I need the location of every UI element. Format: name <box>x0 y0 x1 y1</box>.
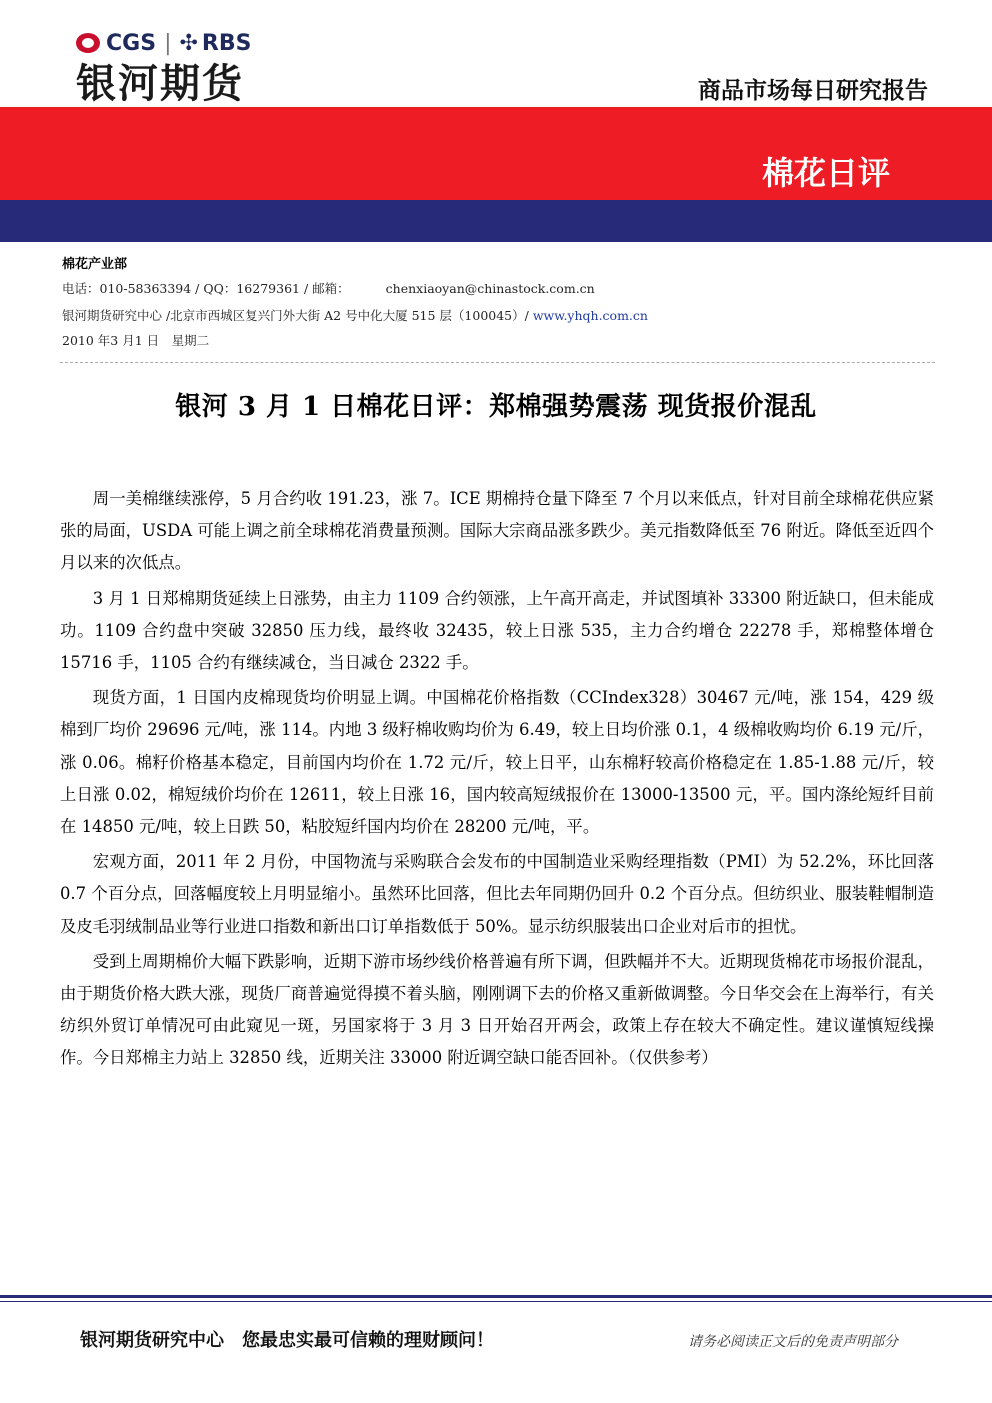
band-title: 棉花日评 <box>761 154 890 192</box>
headline: 银河 3 月 1 日棉花日评：郑棉强势震荡 现货报价混乱 <box>175 392 817 422</box>
email-link[interactable]: chenxiaoyan@chinastock.com.cn <box>385 281 595 296</box>
divider <box>60 362 935 363</box>
company-logo <box>76 28 251 108</box>
address-text: 银河期货研究中心 /北京市西城区复兴门外大街 A2 号中化大厦 515 层（100045）/ <box>62 308 533 323</box>
report-type-title: 商品市场每日研究报告 <box>698 78 928 104</box>
footer-rule-thick <box>0 1295 992 1298</box>
address-line <box>62 306 648 324</box>
paragraph: 3 月 1 日郑棉期货延续上日涨势，由主力 1109 合约领涨，上午高开高走，并试图填补 33300 附近缺口，但未能成功。1109 合约盘中突破 32850 压力线，最终收 32435，较上日涨 535，主力合约增仓 22278 手，郑棉整体增仓 15716 手，1105 合约有继续减仓，当日减仓 2322 手。 <box>60 588 934 673</box>
website-link[interactable]: www.yhqh.com.cn <box>532 308 648 323</box>
cgs-swirl-icon <box>76 33 100 53</box>
paragraph: 周一美棉继续涨停，5 月合约收 191.23，涨 7。ICE 期棉持仓量下降至 7 个月以来低点，针对目前全球棉花供应紧张的局面，USDA 可能上调之前全球棉花消费量预测。国际大宗商品涨多跌少。美元指数降低至 76 附近。降低至近四个月以来的次低点。 <box>60 489 934 573</box>
footer-rule-thin <box>0 1301 992 1302</box>
report-date: 2010 年3 月1 日 星期二 <box>62 333 210 348</box>
logo-chinese-name: 银河期货 <box>76 61 244 107</box>
paragraph: 宏观方面，2011 年 2 月份，中国物流与采购联合会发布的中国制造业采购经理指数（PMI）为 52.2%，环比回落 0.7 个百分点，回落幅度较上月明显缩小。虽然环比回落，但比去年同期仍回升 0.2 个百分点。但纺织业、服装鞋帽制造及皮毛羽绒制品业等行业进口指数和新出口订单指数低于 50%。显示纺织服装出口企业对后市的担忧。 <box>60 852 934 936</box>
paragraph: 现货方面，1 日国内皮棉现货均价明显上调。中国棉花价格指数（CCIndex328）30467 元/吨，涨 154，429 级棉到厂均价 29696 元/吨，涨 114。内地 3 级籽棉收购均价为 6.49，较上日均价涨 0.1，4 级棉收购均价 6.19 元/斤，涨 0.06。棉籽价格基本稳定，目前国内均价在 1.72 元/斤，较上日平，山东棉籽较高价格稳定在 1.85-1.88 元/斤，较上日涨 0.02，棉短绒价均价在 12611，较上日涨 16，国内较高短绒报价在 13000-13500 元，平。国内涤纶短纤目前在 14850 元/吨，较上日跌 50，粘胶短纤国内均价在 28200 元/吨，平。 <box>60 688 934 837</box>
footer-disclaimer: 请务必阅读正文后的免责声明部分 <box>688 1334 898 1350</box>
logo-brand-row <box>76 28 251 58</box>
header-blue-band <box>0 200 992 242</box>
contact-line <box>62 279 595 297</box>
footer-slogan: 银河期货研究中心 您最忠实最可信赖的理财顾问！ <box>80 1330 494 1351</box>
logo-brand-rbs: RBS <box>201 30 252 56</box>
paragraph: 受到上周期棉价大幅下跌影响，近期下游市场纱线价格普遍有所下调，但跌幅并不大。近期现货棉花市场报价混乱，由于期货价格大跌大涨，现货厂商普遍觉得摸不着头脑，刚刚调下去的价格又重新做调整。今日华交会在上海举行，有关纺织外贸订单情况可由此窥见一斑，另国家将于 3 月 3 日开始召开两会，政策上存在较大不确定性。建议谨慎短线操作。今日郑棉主力站上 32850 线，近期关注 33000 附近调空缺口能否回补。（仅供参考） <box>60 951 934 1068</box>
contact-text: 电话：010-58363394 / QQ：16279361 / 邮箱： <box>62 281 350 296</box>
article-body <box>60 483 934 1078</box>
logo-brand-cgs: CGS <box>106 30 157 56</box>
department-name: 棉花产业部 <box>62 257 128 272</box>
rbs-daisy-icon: ✣ <box>179 30 198 56</box>
logo-separator: | <box>164 30 172 56</box>
